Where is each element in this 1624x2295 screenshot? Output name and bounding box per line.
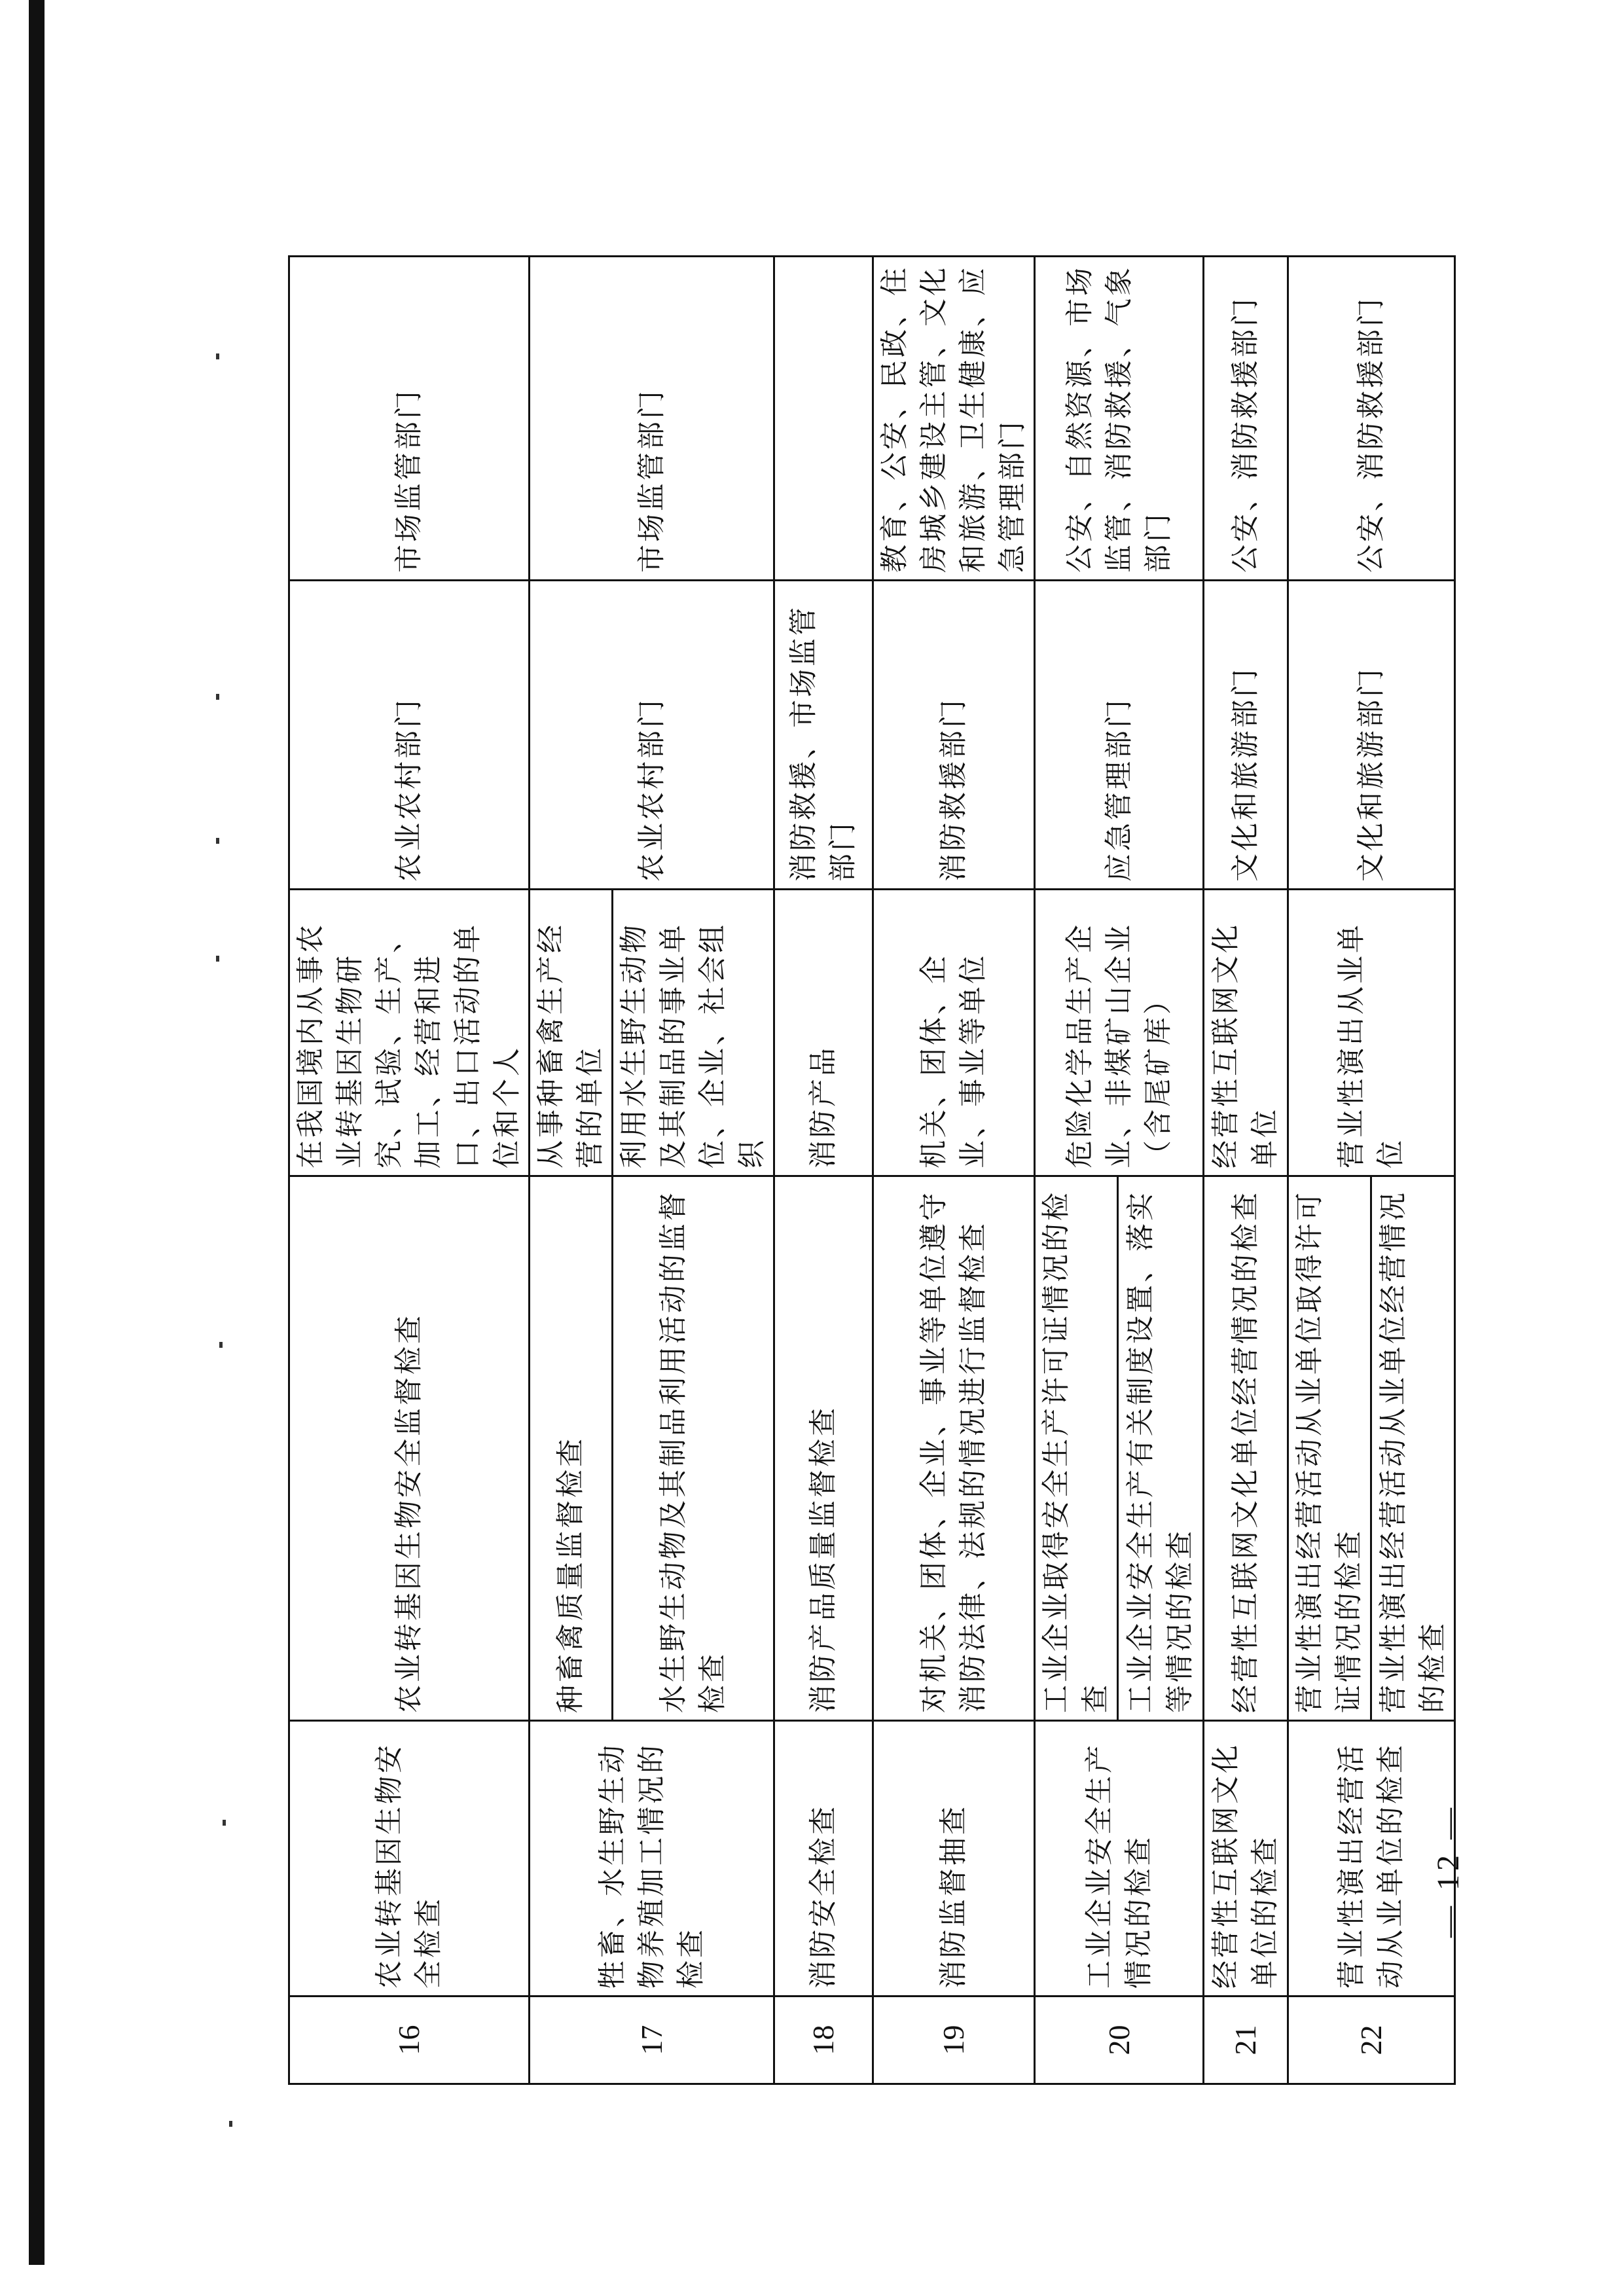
row-number: 20 [1035, 1997, 1204, 2084]
cooperating-department: 市场监管部门 [289, 257, 530, 581]
scan-binding-edge [29, 0, 45, 2265]
table-row [873, 257, 1035, 2084]
item-name: 牲畜、水生野生动物养殖加工情况的检查 [530, 1721, 774, 1997]
table-row [1035, 257, 1118, 2084]
item-name: 经营性互联网文化单位的检查 [1204, 1721, 1288, 1997]
item-name: 工业企业安全生产情况的检查 [1035, 1721, 1204, 1997]
inspection-object: 危险化学品生产企业、非煤矿山企业（含尾矿库） [1035, 890, 1204, 1176]
inspection-content: 农业转基因生物安全监督检查 [289, 1176, 530, 1721]
inspection-object: 利用水生野生动物及其制品的事业单位、企业、社会组织 [613, 890, 774, 1176]
scan-speck [223, 1820, 226, 1826]
inspection-object: 经营性互联网文化单位 [1204, 890, 1288, 1176]
inspection-content: 营业性演出经营活动从业单位经营情况的检查 [1371, 1176, 1455, 1721]
lead-department: 农业农村部门 [289, 581, 530, 890]
row-number: 17 [530, 1997, 774, 2084]
inspection-content: 水生野生动物及其制品利用活动的监督检查 [613, 1176, 774, 1721]
scan-speck [216, 956, 219, 962]
page-number: — 12 — [1431, 1804, 1466, 1938]
table-row [530, 257, 613, 2084]
lead-department: 应急管理部门 [1035, 581, 1204, 890]
inspection-object: 营业性演出从业单位 [1288, 890, 1455, 1176]
scan-speck [216, 838, 219, 844]
row-number: 22 [1288, 1997, 1455, 2084]
inspection-object: 在我国境内从事农业转基因生物研究、试验、生产、加工、经营和进口、出口活动的单位和个人 [289, 890, 530, 1176]
table-row [774, 257, 873, 2084]
table-row [289, 257, 530, 2084]
cooperating-department: 市场监管部门 [530, 257, 774, 581]
cooperating-department: 教育、公安、民政、住房城乡建设主管、文化和旅游、卫生健康、应急管理部门 [873, 257, 1035, 581]
lead-department: 文化和旅游部门 [1204, 581, 1288, 890]
item-name: 消防安全检查 [774, 1721, 873, 1997]
cooperating-department: 公安、消防救援部门 [1204, 257, 1288, 581]
row-number: 19 [873, 1997, 1035, 2084]
row-number: 16 [289, 1997, 530, 2084]
lead-department: 农业农村部门 [530, 581, 774, 890]
inspection-content: 对机关、团体、企业、事业等单位遵守消防法律、法规的情况进行监督检查 [873, 1176, 1035, 1721]
inspection-object: 消防产品 [774, 890, 873, 1176]
row-number: 18 [774, 1997, 873, 2084]
inspection-content: 经营性互联网文化单位经营情况的检查 [1204, 1176, 1288, 1721]
table-row [1204, 257, 1288, 2084]
inspection-content: 工业企业安全生产有关制度设置、落实等情况的检查 [1118, 1176, 1204, 1721]
inspection-content: 消防产品质量监督检查 [774, 1176, 873, 1721]
scan-speck [216, 353, 219, 359]
inspection-content: 营业性演出经营活动从业单位取得许可证情况的检查 [1288, 1176, 1371, 1721]
cooperating-department: 公安、消防救援部门 [1288, 257, 1455, 581]
inspection-content: 种畜禽质量监督检查 [530, 1176, 613, 1721]
row-number: 21 [1204, 1997, 1288, 2084]
inspection-object: 机关、团体、企业、事业等单位 [873, 890, 1035, 1176]
inspection-object: 从事种畜禽生产经营的单位 [530, 890, 613, 1176]
scan-speck [216, 694, 219, 700]
scan-speck [219, 1342, 223, 1348]
scan-speck [229, 2121, 232, 2127]
item-name: 农业转基因生物安全检查 [289, 1721, 530, 1997]
item-name: 消防监督抽查 [873, 1721, 1035, 1997]
cooperating-department [774, 257, 873, 581]
lead-department: 消防救援、市场监管部门 [774, 581, 873, 890]
lead-department: 文化和旅游部门 [1288, 581, 1455, 890]
inspection-content: 工业企业取得安全生产许可证情况的检查 [1035, 1176, 1118, 1721]
item-name: 营业性演出经营活动从业单位的检查 [1288, 1721, 1455, 1997]
cooperating-department: 公安、自然资源、市场监管、消防救援、气象部门 [1035, 257, 1204, 581]
lead-department: 消防救援部门 [873, 581, 1035, 890]
inspection-table [288, 255, 1456, 2085]
table-row [1288, 257, 1371, 2084]
